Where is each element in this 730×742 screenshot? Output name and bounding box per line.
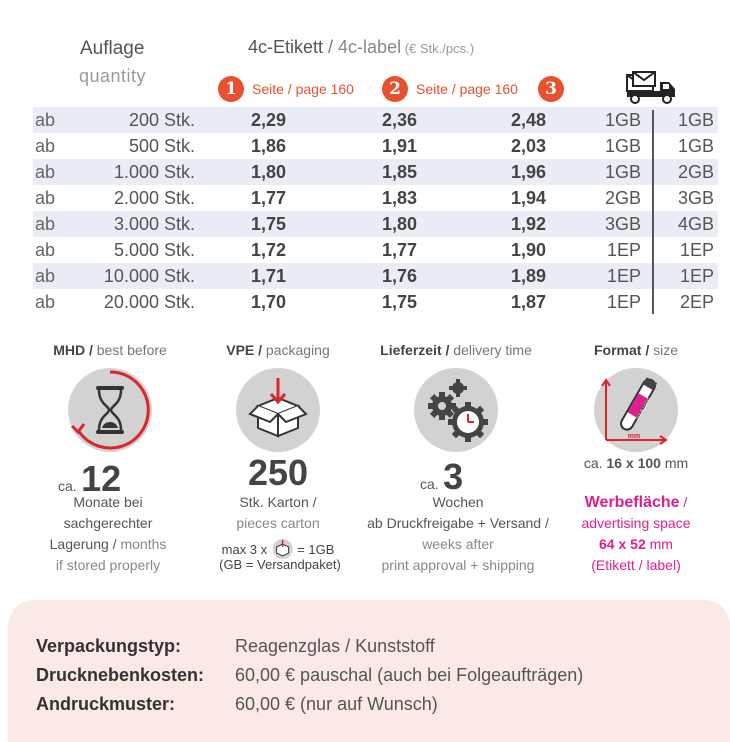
column-label: Seite / page 160 (416, 81, 518, 97)
vpe-icon-bg (236, 368, 320, 452)
mhd-title (53, 342, 167, 358)
price-cell-3: 1,89 (510, 266, 546, 286)
mhd-line-2: sachgerechter (63, 515, 153, 531)
quantity-cell: 10.000 Stk. (103, 266, 195, 286)
advertising-space-size-value: 64 x 52 (599, 536, 646, 552)
format-title-en: size (649, 342, 679, 358)
shipping-cell-2: 4GB (677, 214, 714, 234)
table-row (33, 211, 718, 237)
delivery-ca: ca. (420, 476, 439, 492)
mhd-line-3 (50, 534, 167, 555)
column-header-1 (218, 76, 354, 102)
delivery-title-en: delivery time (449, 342, 532, 358)
mhd-title-de: MHD / (53, 342, 93, 358)
delivery-value: 3 (443, 456, 464, 497)
vpe-line-3b: = 1GB (297, 541, 335, 557)
price-cell-2: 1,85 (381, 162, 417, 182)
advertising-space (582, 492, 691, 576)
price-cell-3: 2,03 (510, 136, 546, 156)
table-row (33, 107, 718, 133)
product-title-en: 4c-label (338, 37, 402, 57)
advertising-space-unit: mm (645, 536, 673, 552)
column-number-badge: 1 (218, 76, 244, 102)
proof-sample-value: 60,00 € (nur auf Wunsch) (235, 694, 438, 714)
delivery-description (367, 492, 549, 576)
from-label: ab (35, 188, 56, 208)
price-cell-1: 1,75 (250, 214, 286, 234)
quantity-cell: 200 Stk. (128, 110, 195, 130)
advertising-space-title (582, 492, 691, 513)
price-unit: (€ Stk./pcs.) (401, 41, 475, 56)
shipping-cell-2: 2GB (677, 162, 714, 182)
box-icon (236, 368, 320, 452)
format-size (584, 455, 688, 471)
from-label: ab (35, 240, 56, 260)
from-label: ab (35, 136, 56, 156)
shipping-cell-2: 1GB (677, 110, 714, 130)
price-cell-3: 1,94 (510, 188, 546, 208)
product-title (248, 37, 474, 58)
shipping-cell-1: 1GB (604, 110, 641, 130)
vpe-title-en: packaging (262, 342, 330, 358)
print-costs-label: Drucknebenkosten: (36, 665, 205, 685)
packaging-type-label: Verpackungstyp: (36, 636, 182, 656)
advertising-space-note: (Etikett / label) (591, 557, 681, 573)
delivery-line-1: Wochen (432, 494, 484, 510)
table-row (33, 237, 718, 263)
column-header-2 (382, 76, 518, 102)
shipping-cell-1: 1EP (606, 266, 641, 286)
delivery-line-3: weeks after (422, 536, 494, 552)
test-tube-icon (594, 368, 678, 452)
quantity-cell: 20.000 Stk. (103, 292, 195, 312)
delivery-title-de: Lieferzeit / (380, 342, 450, 358)
column-number-badge: 2 (382, 76, 408, 102)
advertising-space-sep: / (679, 494, 688, 510)
shipping-divider (652, 110, 654, 314)
product-title-separator: / (323, 37, 339, 57)
quantity-cell: 1.000 Stk. (113, 162, 195, 182)
quantity-cell: 500 Stk. (128, 136, 195, 156)
from-label: ab (35, 162, 56, 182)
table-row (33, 133, 718, 159)
shipping-cell-2: 1GB (677, 136, 714, 156)
advertising-space-size (582, 534, 691, 555)
from-label: ab (35, 266, 56, 286)
format-ca: ca. (583, 455, 607, 471)
shipping-cell-1: 2GB (604, 188, 641, 208)
mhd-line-4: if stored properly (55, 557, 161, 573)
product-title-de: 4c-Etikett (248, 37, 324, 57)
price-cell-1: 1,70 (250, 292, 286, 312)
price-cell-3: 1,90 (510, 240, 546, 260)
column-header-3 (538, 76, 572, 102)
mhd-line-3-de: Lagerung / (49, 536, 121, 552)
shipping-cell-1: 1GB (604, 162, 641, 182)
price-table (33, 107, 718, 315)
price-cell-3: 1,96 (510, 162, 546, 182)
shipping-cell-1: 1GB (604, 136, 641, 156)
mhd-line-1: Monate bei (73, 494, 143, 510)
price-cell-1: 1,80 (250, 162, 286, 182)
table-row (33, 263, 718, 289)
shipping-cell-2: 3GB (677, 188, 714, 208)
quantity-cell: 5.000 Stk. (113, 240, 195, 260)
price-cell-1: 2,29 (250, 110, 286, 130)
table-row (33, 159, 718, 185)
mhd-line-3-en: months (120, 536, 167, 552)
table-row (33, 289, 718, 315)
format-icon-bg (594, 368, 678, 452)
price-cell-2: 1,77 (381, 240, 417, 260)
vpe-line-3a: max 3 x (221, 541, 268, 557)
table-row (33, 185, 718, 211)
price-cell-3: 2,48 (510, 110, 546, 130)
delivery-line-2: ab Druckfreigabe + Versand / (367, 515, 549, 531)
price-cell-2: 1,91 (381, 136, 417, 156)
price-cell-1: 1,86 (250, 136, 286, 156)
format-title (594, 342, 678, 358)
price-cell-2: 1,75 (381, 292, 417, 312)
shipping-cell-1: 1EP (606, 240, 641, 260)
quantity-cell: 2.000 Stk. (113, 188, 195, 208)
price-cell-1: 1,72 (250, 240, 286, 260)
price-cell-3: 1,92 (510, 214, 546, 234)
gears-clock-icon (414, 368, 498, 452)
advertising-space-en: advertising space (581, 515, 691, 531)
vpe-title-de: VPE / (226, 342, 263, 358)
mhd-icon-bg (68, 368, 152, 452)
vpe-line-2: pieces carton (236, 515, 320, 531)
quantity-header-de: Auflage (80, 38, 145, 59)
quantity-cell: 3.000 Stk. (113, 214, 195, 234)
delivery-icon-bg (414, 368, 498, 452)
vpe-line-1: Stk. Karton / (239, 494, 317, 510)
shipping-cell-1: 3GB (604, 214, 641, 234)
mhd-title-en: best before (92, 342, 167, 358)
vpe-line-4: (GB = Versandpaket) (219, 557, 341, 572)
shipping-cell-2: 2EP (679, 292, 714, 312)
from-label: ab (35, 292, 56, 312)
mhd-description (50, 492, 167, 576)
truck-mail-icon (625, 70, 677, 104)
packaging-type-value: Reagenzglas / Kunststoff (235, 636, 435, 656)
format-size-unit: mm (660, 455, 689, 471)
from-label: ab (35, 110, 56, 130)
price-cell-2: 2,36 (381, 110, 417, 130)
vpe-description (236, 492, 319, 534)
proof-sample-label: Andruckmuster: (36, 694, 176, 714)
from-label: ab (35, 214, 56, 234)
price-cell-2: 1,80 (381, 214, 417, 234)
format-size-value: 16 x 100 (606, 455, 661, 471)
quantity-header-en: quantity (79, 66, 147, 86)
vpe-title (226, 342, 330, 358)
price-cell-1: 1,77 (250, 188, 286, 208)
vpe-value: 250 (247, 452, 309, 493)
column-label: Seite / page 160 (252, 81, 354, 97)
price-cell-2: 1,83 (381, 188, 417, 208)
price-cell-1: 1,71 (250, 266, 286, 286)
delivery-title (380, 342, 532, 358)
shipping-cell-2: 1EP (679, 266, 714, 286)
advertising-space-de: Werbefläche (584, 494, 680, 511)
shipping-cell-1: 1EP (606, 292, 641, 312)
mhd-ca: ca. (58, 478, 77, 494)
shipping-cell-2: 1EP (679, 240, 714, 260)
tube-label-brand: YOUR LOGO (634, 396, 652, 421)
format-title-de: Format / (593, 342, 650, 358)
mhd-value: 12 (81, 458, 122, 499)
price-cell-2: 1,76 (381, 266, 417, 286)
delivery-line-4: print approval + shipping (381, 557, 535, 573)
column-number-badge: 3 (538, 76, 564, 102)
tube-icon-unit: mm (627, 433, 641, 440)
price-cell-3: 1,87 (510, 292, 546, 312)
print-costs-value: 60,00 € pauschal (auch bei Folgeaufträgen) (235, 665, 584, 685)
hourglass-icon (68, 368, 152, 452)
